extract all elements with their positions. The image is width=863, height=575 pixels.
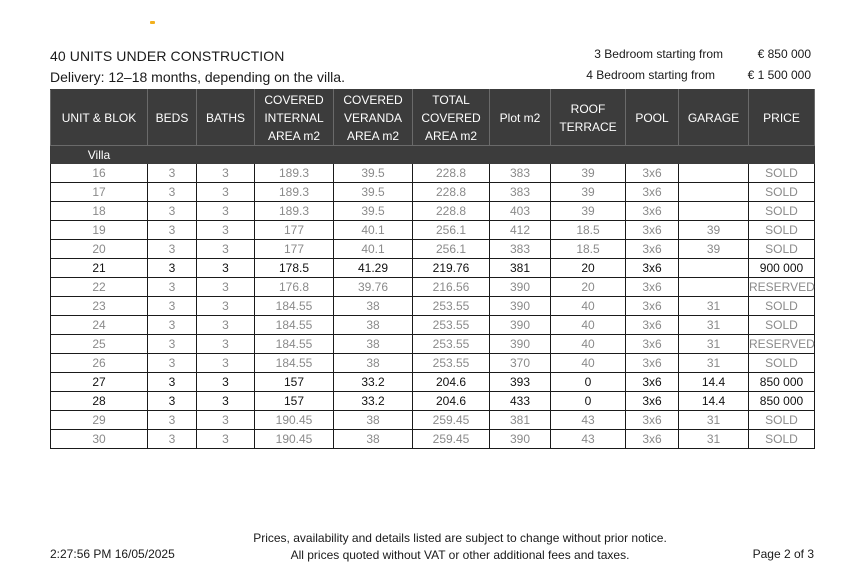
table-cell: 29 [51,411,148,430]
pricing-label-3bed: 3 Bedroom starting from [594,47,723,61]
table-row [51,392,815,411]
table-cell: 16 [51,164,148,183]
table-cell: 22 [51,278,148,297]
table-cell: 900 000 [749,259,815,278]
pricing-value-4bed: € 1 500 000 [747,68,811,82]
table-cell: 24 [51,316,148,335]
table-cell: 3 [197,430,255,449]
table-cell: SOLD [749,297,815,316]
column-header-internal-area: COVERED INTERNAL AREA m2 [255,90,334,146]
table-cell: SOLD [749,221,815,240]
table-cell: 3 [148,297,197,316]
table-cell: SOLD [749,430,815,449]
table-cell: 3x6 [626,164,679,183]
table-cell: 176.8 [255,278,334,297]
table-cell: 3x6 [626,392,679,411]
table-cell: 3 [148,164,197,183]
table-cell: 18.5 [551,221,626,240]
table-cell: 38 [334,316,413,335]
table-cell: 39 [679,240,749,259]
table-cell: 0 [551,373,626,392]
column-header-price: PRICE [749,90,815,146]
table-cell: 390 [490,335,551,354]
table-cell: 390 [490,316,551,335]
table-cell: 3 [148,278,197,297]
table-cell: 3x6 [626,221,679,240]
table-row [51,164,815,183]
table-cell: 259.45 [413,411,490,430]
footer-note-vat: All prices quoted without VAT or other additional fees and taxes. [290,548,630,562]
table-cell: 256.1 [413,240,490,259]
table-row [51,202,815,221]
table-cell: 253.55 [413,335,490,354]
table-cell: 43 [551,411,626,430]
table-row [51,335,815,354]
table-cell: 157 [255,392,334,411]
table-cell: 3 [148,373,197,392]
table-row [51,183,815,202]
table-cell: 3 [148,183,197,202]
pricing-value-3bed: € 850 000 [757,47,811,61]
table-cell: 256.1 [413,221,490,240]
table-cell: 184.55 [255,297,334,316]
table-cell: SOLD [749,316,815,335]
table-cell: 3 [197,316,255,335]
table-cell: 40.1 [334,221,413,240]
table-cell: 14.4 [679,373,749,392]
table-cell: 381 [490,411,551,430]
table-cell: 28 [51,392,148,411]
table-cell: 393 [490,373,551,392]
table-cell: 39.5 [334,183,413,202]
table-cell: 204.6 [413,392,490,411]
table-cell: 3 [197,202,255,221]
table-cell: 19 [51,221,148,240]
table-row [51,297,815,316]
table-row [51,316,815,335]
table-cell: 383 [490,240,551,259]
table-cell: 433 [490,392,551,411]
page-title: 40 UNITS UNDER CONSTRUCTION [50,48,285,64]
table-cell: 3 [148,335,197,354]
table-cell: 3 [197,183,255,202]
table-cell: 189.3 [255,183,334,202]
table-cell [679,259,749,278]
table-cell: 31 [679,297,749,316]
table-cell: 31 [679,430,749,449]
table-cell: 3 [197,411,255,430]
table-cell: 39 [679,221,749,240]
table-cell: 3 [197,164,255,183]
table-cell: 850 000 [749,392,815,411]
table-cell: 43 [551,430,626,449]
table-cell: 40 [551,354,626,373]
table-cell: 3x6 [626,240,679,259]
table-cell [679,202,749,221]
table-cell: 390 [490,278,551,297]
page-number: Page 2 of 3 [752,547,814,561]
table-cell: 18.5 [551,240,626,259]
table-cell: 21 [51,259,148,278]
footer-note-changes: Prices, availability and details listed are subject to change without prior notice. [253,531,667,545]
table-cell: 20 [551,259,626,278]
table-cell: 3x6 [626,316,679,335]
column-header-plot: Plot m2 [490,90,551,146]
table-cell: 3 [197,297,255,316]
table-row [51,240,815,259]
table-cell: 39.5 [334,164,413,183]
table-cell: 178.5 [255,259,334,278]
table-header-row [51,90,815,146]
group-label: Villa [51,146,148,164]
table-cell: 3x6 [626,259,679,278]
table-group-row [51,146,815,164]
delivery-note: Delivery: 12–18 months, depending on the villa. [50,69,345,85]
table-row [51,411,815,430]
table-cell: SOLD [749,411,815,430]
table-cell: 38 [334,297,413,316]
table-row [51,373,815,392]
table-cell: 390 [490,297,551,316]
table-cell: 3x6 [626,354,679,373]
table-cell: 3 [148,202,197,221]
table-cell: 253.55 [413,316,490,335]
table-cell: 259.45 [413,430,490,449]
table-cell: 40 [551,335,626,354]
table-cell: 3 [148,354,197,373]
table-cell: 253.55 [413,297,490,316]
table-cell: 0 [551,392,626,411]
table-cell: 31 [679,316,749,335]
table-cell: 39 [551,164,626,183]
table-row [51,278,815,297]
table-row [51,259,815,278]
table-cell: 228.8 [413,183,490,202]
table-cell: 39.5 [334,202,413,221]
table-cell: 41.29 [334,259,413,278]
table-cell: 27 [51,373,148,392]
table-cell: 31 [679,335,749,354]
table-cell: 3x6 [626,278,679,297]
table-cell: 219.76 [413,259,490,278]
table-cell: SOLD [749,164,815,183]
table-cell: 3x6 [626,183,679,202]
table-cell: 20 [551,278,626,297]
table-cell: 184.55 [255,335,334,354]
table-cell: 26 [51,354,148,373]
column-header-baths: BATHS [197,90,255,146]
table-cell: 3x6 [626,411,679,430]
table-cell: 190.45 [255,411,334,430]
table-row [51,354,815,373]
table-cell: 177 [255,221,334,240]
table-cell [679,164,749,183]
table-cell: SOLD [749,354,815,373]
table-cell: 189.3 [255,164,334,183]
table-cell: 38 [334,335,413,354]
table-cell: RESERVED [749,278,815,297]
table-cell: 38 [334,354,413,373]
table-cell: 3x6 [626,335,679,354]
table-cell: 370 [490,354,551,373]
table-cell: 204.6 [413,373,490,392]
table-cell: 390 [490,430,551,449]
table-cell: 40.1 [334,240,413,259]
table-cell: 31 [679,354,749,373]
table-cell: 20 [51,240,148,259]
table-cell: 3 [197,221,255,240]
table-cell: 18 [51,202,148,221]
table-cell: 39.76 [334,278,413,297]
table-cell: 31 [679,411,749,430]
column-header-veranda-area: COVERED VERANDA AREA m2 [334,90,413,146]
footer-timestamp: 2:27:56 PM 16/05/2025 [50,547,175,561]
table-cell: SOLD [749,183,815,202]
table-cell: 3 [197,278,255,297]
table-cell: 14.4 [679,392,749,411]
table-cell [679,183,749,202]
column-header-pool: POOL [626,90,679,146]
table-cell: 3 [148,221,197,240]
table-cell: 253.55 [413,354,490,373]
table-cell: 189.3 [255,202,334,221]
table-cell: 184.55 [255,316,334,335]
units-table-wrapper [50,89,815,449]
table-cell: 3 [148,411,197,430]
table-cell: 39 [551,202,626,221]
table-cell [679,278,749,297]
column-header-unit: UNIT & BLOK [51,90,148,146]
table-cell: 383 [490,164,551,183]
table-cell: 38 [334,411,413,430]
table-cell: 3 [197,354,255,373]
table-cell: 3 [148,259,197,278]
table-cell: 3x6 [626,297,679,316]
table-cell: SOLD [749,202,815,221]
table-cell: 3 [197,392,255,411]
table-cell: 3x6 [626,430,679,449]
table-cell: 30 [51,430,148,449]
table-row [51,430,815,449]
table-cell: RESERVED [749,335,815,354]
table-cell: 403 [490,202,551,221]
table-cell: 17 [51,183,148,202]
table-cell: SOLD [749,240,815,259]
group-row-fill [148,146,815,164]
table-cell: 190.45 [255,430,334,449]
column-header-total-area: TOTAL COVERED AREA m2 [413,90,490,146]
pricing-label-4bed: 4 Bedroom starting from [586,68,715,82]
column-header-roof-terrace: ROOF TERRACE [551,90,626,146]
table-cell: 3 [197,335,255,354]
table-cell: 3 [197,240,255,259]
table-cell: 412 [490,221,551,240]
table-cell: 33.2 [334,373,413,392]
table-cell: 33.2 [334,392,413,411]
table-cell: 38 [334,430,413,449]
table-cell: 228.8 [413,164,490,183]
table-cell: 177 [255,240,334,259]
table-cell: 25 [51,335,148,354]
table-cell: 157 [255,373,334,392]
table-cell: 228.8 [413,202,490,221]
table-cell: 40 [551,316,626,335]
table-cell: 3x6 [626,373,679,392]
table-cell: 39 [551,183,626,202]
table-cell: 3 [148,316,197,335]
table-cell: 23 [51,297,148,316]
pricing-summary [0,0,863,90]
table-cell: 3x6 [626,202,679,221]
units-table [50,89,815,449]
column-header-garage: GARAGE [679,90,749,146]
table-cell: 3 [148,430,197,449]
table-cell: 3 [197,373,255,392]
table-cell: 3 [197,259,255,278]
column-header-beds: BEDS [148,90,197,146]
table-body [51,146,815,449]
table-cell: 184.55 [255,354,334,373]
table-cell: 381 [490,259,551,278]
table-row [51,221,815,240]
table-cell: 216.56 [413,278,490,297]
table-cell: 383 [490,183,551,202]
table-cell: 3 [148,392,197,411]
table-cell: 40 [551,297,626,316]
table-cell: 3 [148,240,197,259]
table-cell: 850 000 [749,373,815,392]
